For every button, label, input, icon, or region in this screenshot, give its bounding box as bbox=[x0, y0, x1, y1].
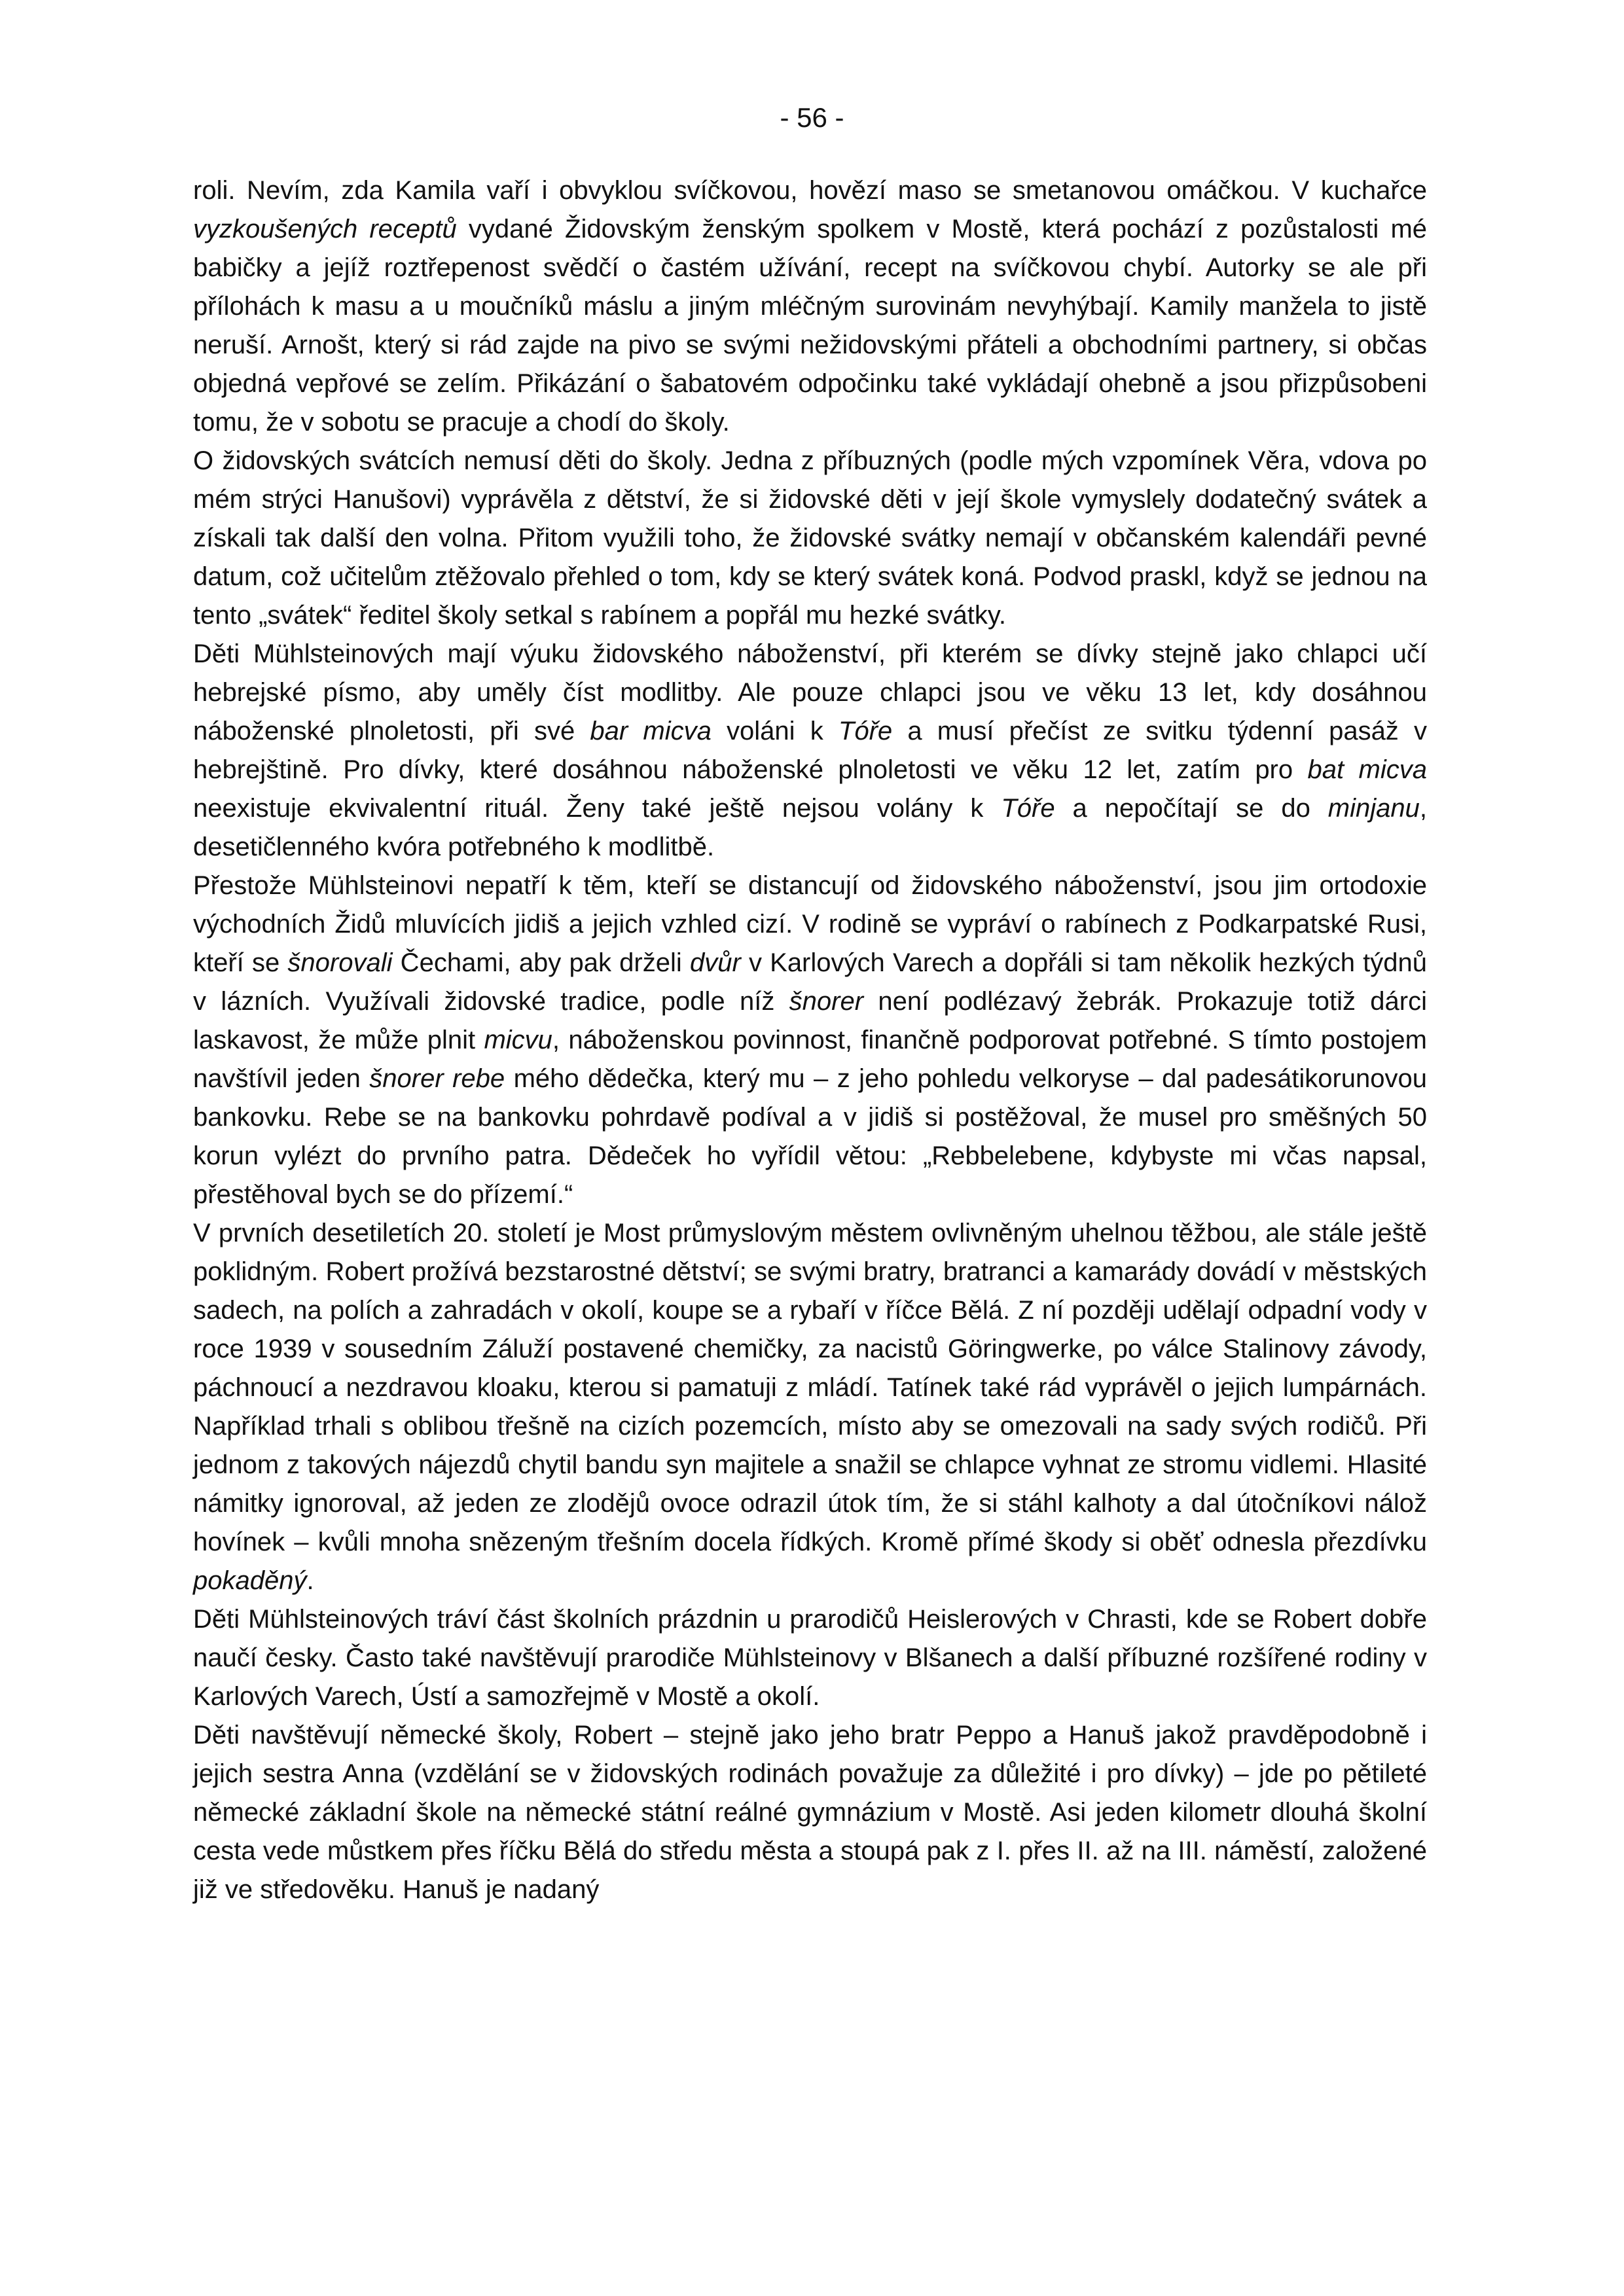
italic-term: Tóře bbox=[838, 717, 893, 745]
italic-term: dvůr bbox=[689, 948, 741, 977]
text-run: O židovských svátcích nemusí děti do školy. Jedna z příbuzných (podle mých vzpomínek Věra, vdova po mém strýci Hanušovi) vyprávěla z dětství, že si židovské děti v její škole vymyslely dodatečný svátek a získali tak další den volna. Přitom využili toho, že židovské svátky nemají v občanském kalendáři pevné datum, což učitelům ztěžovalo přehled o tom, kdy se který svátek koná. Podvod praskl, když se jednou na tento „svátek“ ředitel školy setkal s rabínem a popřál mu hezké svátky. bbox=[193, 446, 1427, 630]
italic-term: bar micva bbox=[590, 717, 712, 745]
italic-term: bat micva bbox=[1307, 755, 1428, 784]
text-run: v Karlových Varech a dopřáli si tam několik hezkých týdnů v lázních. Využívali židovské tradice, podle níž bbox=[193, 948, 1428, 1016]
paragraph bbox=[193, 1716, 1427, 1909]
text-run: Děti Mühlsteinových tráví část školních prázdnin u prarodičů Heislerových v Chrasti, kde se Robert dobře naučí česky. Často také navštěvují prarodiče Mühlsteinovy v Blšanech a další příbuzné rozšířené rodiny v Karlových Varech, Ústí a samozřejmě v Mostě a okolí. bbox=[193, 1605, 1427, 1711]
text-run: voláni k bbox=[711, 717, 839, 745]
italic-term: vyzkoušených receptů bbox=[193, 215, 457, 243]
paragraph bbox=[193, 171, 1427, 442]
text-run: vydané Židovským ženským spolkem v Mostě, která pochází z pozůstalosti mé babičky a jejíž roztřepenost svědčí o častém užívání, recept na svíčkovou chybí. Autorky se ale při přílohách k masu a u moučníků máslu a jiným mléčným surovinám nevyhýbají. Kamily manžela to jistě neruší. Arnošt, který si rád zajde na pivo se svými nežidovskými přáteli a obchodními partnery, si občas objedná vepřové se zelím. Přikázání o šabatovém odpočinku také vykládají ohebně a jsou přizpůsobeni tomu, že v sobotu se pracuje a chodí do školy. bbox=[193, 215, 1428, 437]
italic-term: pokaděný bbox=[193, 1566, 307, 1595]
italic-term: micvu bbox=[484, 1026, 552, 1054]
text-run: V prvních desetiletích 20. století je Most průmyslovým městem ovlivněným uhelnou těžbou, ale stále ještě poklidným. Robert prožívá bezstarostné dětství; se svými bratry, bratranci a kamarády dovádí v městských sadech, na polích a zahradách v okolí, koupe se a rybaří v říčce Bělá. Z ní později udělají odpadní vody v roce 1939 v sousedním Záluží postavené chemičky, za nacistů Göringwerke, po válce Stalinovy závody, páchnoucí a nezdravou kloaku, kterou si pamatuji z mládí. Tatínek také rád vyprávěl o jejich lumpárnách. Například trhali s oblibou třešně na cizích pozemcích, místo aby se omezovali na sady svých rodičů. Při jednom z takových nájezdů chytil bandu syn majitele a snažil se chlapce vyhnat ze stromu vidlemi. Hlasité námitky ignoroval, až jeden ze zlodějů ovoce odrazil útok tím, že si stáhl kalhoty a dal útočníkovi nálož hovínek – kvůli mnoha snězeným třešním docela řídkých. Kromě přímé škody si oběť odnesla přezdívku bbox=[193, 1219, 1427, 1556]
italic-term: Tóře bbox=[1001, 794, 1055, 823]
paragraph bbox=[193, 867, 1427, 1214]
paragraph bbox=[193, 1214, 1427, 1600]
page-number: - 56 - bbox=[780, 102, 844, 133]
italic-term: šnorovali bbox=[287, 948, 393, 977]
italic-term: šnorer rebe bbox=[369, 1064, 505, 1093]
text-run: Děti navštěvují německé školy, Robert – stejně jako jeho bratr Peppo a Hanuš jakož pravděpodobně i jejich sestra Anna (vzdělání se v židovských rodinách považuje za důležité i pro dívky) – jde po pětileté německé základní škole na německé státní reálné gymnázium v Mostě. Asi jeden kilometr dlouhá školní cesta vede můstkem přes říčku Bělá do středu města a stoupá pak z I. přes II. až na III. náměstí, založené již ve středověku. Hanuš je nadaný bbox=[193, 1721, 1427, 1904]
text-run: Přestože Mühlsteinovi nepatří k těm, kteří se distancují od židovského náboženství, jsou jim ortodoxie východních Židů mluvících jidiš a jejich vzhled cizí. V rodině se vypráví o rabínech z Podkarpatské Rusi, kteří se bbox=[193, 871, 1427, 977]
text-run: roli. Nevím, zda Kamila vaří i obvyklou svíčkovou, hovězí maso se smetanovou omáčkou. V kuchařce bbox=[193, 176, 1427, 205]
paragraph bbox=[193, 1600, 1427, 1716]
italic-term: minjanu bbox=[1327, 794, 1420, 823]
text-run: Děti Mühlsteinových mají výuku židovského náboženství, při kterém se dívky stejně jako chlapci učí hebrejské písmo, aby uměly číst modlitby. Ale pouze chlapci jsou ve věku 13 let, kdy dosáhnou náboženské plnoletosti, při své bbox=[193, 639, 1427, 745]
text-run: a musí přečíst ze svitku týdenní pasáž v hebrejštině. Pro dívky, které dosáhnou náboženské plnoletosti ve věku 12 let, zatím pro bbox=[193, 717, 1427, 784]
paragraph bbox=[193, 635, 1427, 867]
text-run: neexistuje ekvivalentní rituál. Ženy také ještě nejsou volány k bbox=[193, 794, 1001, 823]
italic-term: šnorer bbox=[789, 987, 864, 1016]
text-run: není podlézavý žebrák. Prokazuje totiž dárci laskavost, že může plnit bbox=[193, 987, 1428, 1054]
body-text bbox=[193, 171, 1427, 1909]
paragraph bbox=[193, 442, 1427, 635]
text-run: , náboženskou povinnost, finančně podporovat potřebné. S tímto postojem navštívil jeden bbox=[193, 1026, 1427, 1093]
text-run: Čechami, aby pak drželi bbox=[392, 948, 690, 977]
text-run: . bbox=[306, 1566, 314, 1595]
text-run: mého dědečka, který mu – z jeho pohledu velkoryse – dal padesátikorunovou bankovku. Rebe se na bankovku pohrdavě podíval a v jidiš si postěžoval, že musel pro směšných 50 korun vylézt do prvního patra. Dědeček ho vyřídil větou: „Rebbelebene, kdybyste mi včas napsal, přestěhoval bych se do přízemí.“ bbox=[193, 1064, 1427, 1209]
text-run: a nepočítají se do bbox=[1055, 794, 1328, 823]
text-run: , desetičlenného kvóra potřebného k modlitbě. bbox=[193, 794, 1427, 861]
